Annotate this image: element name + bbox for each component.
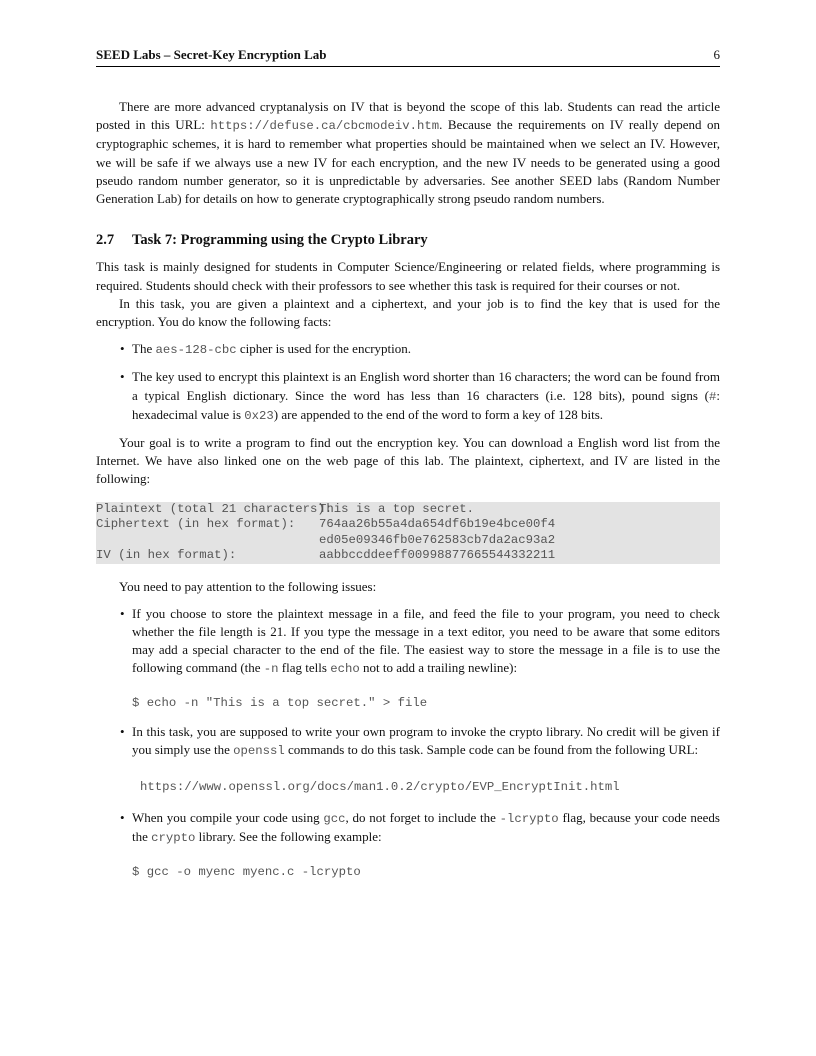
issues-intro-paragraph: You need to pay attention to the following issues: xyxy=(119,578,377,594)
fact-item-cipher: • The aes-128-cbc cipher is used for the encryption. xyxy=(120,341,412,358)
page-header xyxy=(96,47,720,67)
page-content xyxy=(96,98,720,892)
issue-item-file-length: • If you choose to store the plaintext message in a file, and feed the file to your program, you need to check whether the file length is 21. If you type the message in a text editor, you need to be aware that some editors may add a special character to the end of the file. The easiest way to store the message in a file is to use the following command (the -n flag tells echo not to add a trailing newline): $ echo -n "This is a top secret." > file xyxy=(120,605,720,710)
cipher-data-box xyxy=(96,502,720,564)
code-row-iv: IV (in hex format): aabbccddeeff00998877665544332211 xyxy=(96,548,556,563)
code-row-ciphertext: Ciphertext (in hex format): 764aa26b55a4da654df6b19e4bce00f4 xyxy=(96,517,556,532)
issues-list xyxy=(96,605,720,880)
section-title: Task 7: Programming using the Crypto Library xyxy=(132,232,428,249)
fact-item-key: • The key used to encrypt this plaintext is an English word shorter than 16 characters; the word can be found from a typical English dictionary. Since the word has less than 16 characters (i.e. 128 bits), pound signs (#: hexadecimal value is 0x23) are appended to the end of the word to form a key of 128 bits. xyxy=(120,369,720,423)
intro-text-1: There are more advanced cryptanalysis on IV that is beyond the scope of this lab. Students can read the article posted in this URL: xyxy=(96,99,720,133)
bullet-icon: • xyxy=(120,605,125,621)
issue-item-compile: • When you compile your code using gcc, do not forget to include the -lcrypto flag, because your code needs the crypto library. See the following example: $ gcc -o myenc myenc.c -lcrypto xyxy=(120,810,720,879)
task-setup-paragraph: In this task, you are given a plaintext and a ciphertext, and your job is to find the key that is used for the encryption. You do know the following facts: xyxy=(96,295,720,330)
bullet-icon: • xyxy=(120,810,125,826)
openssl-docs-url: https://www.openssl.org/docs/man1.0.2/crypto/EVP_EncryptInit.html xyxy=(140,780,620,795)
bullet-icon: • xyxy=(120,369,125,385)
cipher-name: aes-128-cbc xyxy=(155,343,237,358)
bullet-icon: • xyxy=(120,723,125,739)
bullet-icon: • xyxy=(120,341,125,357)
intro-paragraph xyxy=(96,98,720,208)
gcc-command: $ gcc -o myenc myenc.c -lcrypto xyxy=(132,864,361,879)
facts-list xyxy=(96,340,720,425)
section-number: 2.7 xyxy=(96,232,115,249)
defuse-url: https://defuse.ca/cbcmodeiv.htm xyxy=(210,119,440,134)
document-title: SEED Labs – Secret-Key Encryption Lab xyxy=(96,47,327,62)
echo-command: $ echo -n "This is a top secret." > file xyxy=(132,695,428,710)
code-row-ciphertext-cont: ed05e09346fb0e762583cb7da2ac93a2 xyxy=(319,532,556,547)
page-number: 6 xyxy=(713,47,720,62)
task-description-paragraph: This task is mainly designed for students in Computer Science/Engineering or related fields, where programming is required. Students should check with their professors to see whether this task is required for their courses or not. xyxy=(96,259,720,293)
goal-paragraph: Your goal is to write a program to find out the encryption key. You can download a English word list from the Internet. We have also linked one on the web page of this lab. The plaintext, ciphertext, and IV are listed in the following: xyxy=(96,435,720,487)
code-row-plaintext: Plaintext (total 21 characters):This is a top secret. xyxy=(96,501,474,516)
intro-text-2: . Because the requirements on IV really depend on cryptographic schemes, it is hard to remember what properties should be maintained when we select an IV. However, we will be safe if we always use a new IV for each encryption, and the new IV needs to be generated using a good pseudo random number generator, so it is unpredictable by adversaries. See another SEED labs (Random Number Generation Lab) for details on how to generate cryptographically strong pseudo random numbers. xyxy=(96,117,720,207)
issue-item-own-program: • In this task, you are supposed to write your own program to invoke the crypto library. No credit will be given if you simply use the openssl commands to do this task. Sample code can be found from the following URL: https://www.openssl.org/docs/man1.0.2/crypto/EVP_EncryptInit.html xyxy=(96,723,720,797)
section-heading xyxy=(96,231,720,249)
